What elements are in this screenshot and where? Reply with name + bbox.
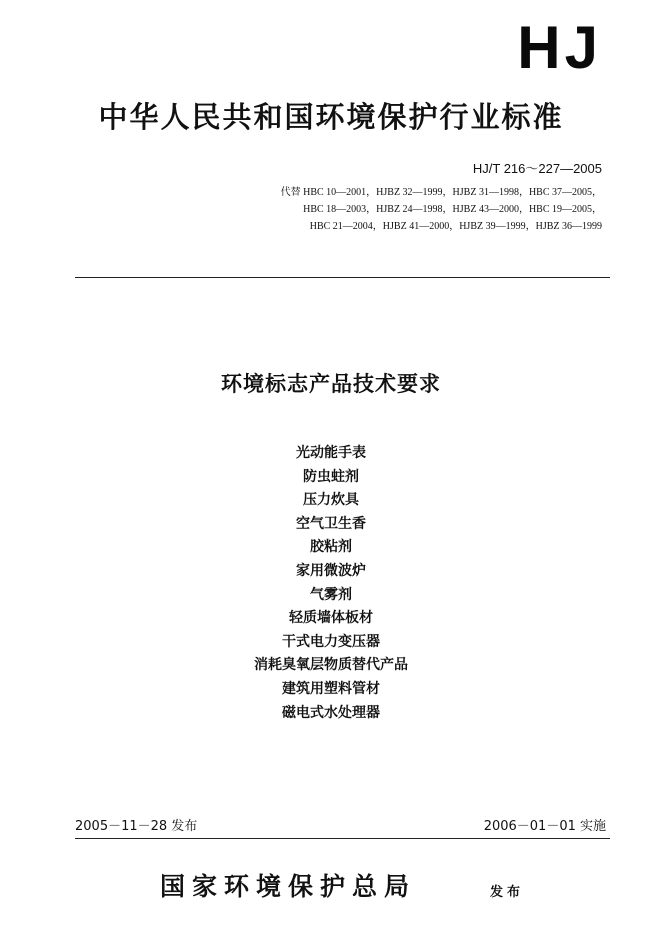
product-item: 空气卫生香 bbox=[296, 515, 366, 532]
product-item: 压力炊具 bbox=[303, 492, 359, 509]
replaced-standards-line: HBC 18—2003，HJBZ 24—1998，HJBZ 43—2000，HBC 19—2005， bbox=[303, 204, 602, 215]
standard-number: HJ/T 216～227—2005 bbox=[472, 161, 602, 176]
bottom-divider bbox=[75, 838, 610, 839]
document-title: 环境标志产品技术要求 bbox=[221, 372, 441, 396]
top-divider bbox=[75, 277, 610, 278]
product-item: 光动能手表 bbox=[296, 445, 366, 461]
standard-category-title: 中华人民共和国环境保护行业标准 bbox=[98, 100, 564, 134]
product-list bbox=[0, 442, 662, 725]
replaced-standards bbox=[281, 184, 602, 235]
replaced-standards-line: HBC 21—2004，HJBZ 41—2000，HJBZ 39—1999，HJBZ 36—1999 bbox=[309, 221, 602, 232]
product-item: 建筑用塑料管材 bbox=[282, 680, 380, 697]
hj-logo: HJ bbox=[517, 14, 602, 81]
effective-date: 2006－01－01 实施 bbox=[483, 819, 606, 834]
product-item: 防虫蛀剂 bbox=[303, 468, 359, 485]
issue-date: 2005－11－28 发布 bbox=[75, 819, 198, 834]
issuer-action-label: 发布 bbox=[490, 885, 525, 900]
product-item: 轻质墙体板材 bbox=[289, 610, 373, 627]
product-item: 气雾剂 bbox=[310, 586, 352, 603]
issuing-authority: 国家环境保护总局 bbox=[160, 872, 417, 901]
product-item: 干式电力变压器 bbox=[282, 633, 380, 650]
replaced-standards-line: 代替 HBC 10—2001，HJBZ 32—1999，HJBZ 31—1998，HBC 37—2005， bbox=[280, 187, 602, 198]
product-item: 家用微波炉 bbox=[296, 562, 366, 579]
product-item: 胶粘剂 bbox=[310, 539, 352, 556]
product-item: 磁电式水处理器 bbox=[282, 704, 380, 721]
product-item: 消耗臭氧层物质替代产品 bbox=[254, 657, 408, 674]
